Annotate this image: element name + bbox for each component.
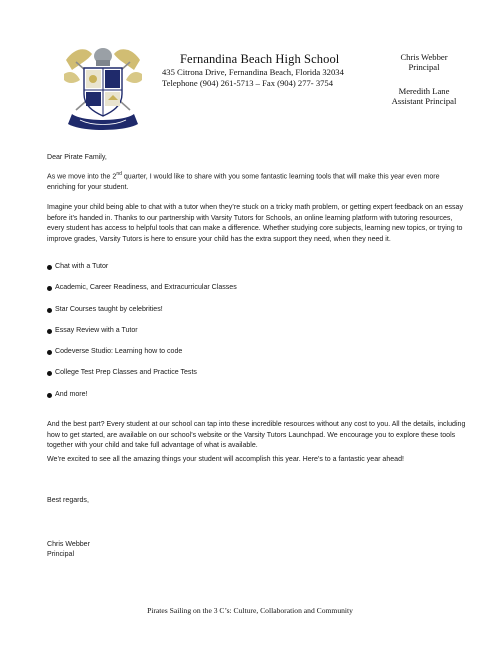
list-item-text: College Test Prep Classes and Practice Tests <box>55 369 197 377</box>
bullet-icon <box>47 308 52 313</box>
list-item <box>47 306 447 327</box>
list-item <box>47 369 447 390</box>
staff-principal <box>369 52 479 72</box>
list-item <box>47 263 447 284</box>
intro-text-end: quarter, I would like to share with you some fantastic learning tools that will make this year even more enriching for your student. <box>47 173 440 191</box>
school-address: 435 Citrona Drive, Fernandina Beach, Florida 32034 <box>162 67 344 77</box>
ordinal-suffix: nd <box>116 171 122 177</box>
staff-name: Chris Webber <box>400 52 448 62</box>
sign-off: Best regards, <box>47 497 89 504</box>
staff-assistant-principal <box>369 86 479 106</box>
closing-paragraph <box>47 455 467 466</box>
salutation: Dear Pirate Family, <box>47 154 107 161</box>
cost-text: And the best part? Every student at our school can tap into these incredible resources without any cost to you. All the details, including how to get started, are available on our school’s website or the Varsity Tutors Launchpad. We encourage you to explore these tools together with your child and take full advantage of what is available. <box>47 421 466 450</box>
intro-text-start: As we move into the 2 <box>47 173 117 181</box>
list-item-text: Academic, Career Readiness, and Extracurricular Classes <box>55 284 237 292</box>
feature-list <box>47 263 447 412</box>
list-item <box>47 348 447 369</box>
signature-name: Chris Webber <box>47 541 90 548</box>
list-item-text: And more! <box>55 390 88 398</box>
bullet-icon <box>47 393 52 398</box>
bullet-icon <box>47 286 52 291</box>
bullet-icon <box>47 350 52 355</box>
list-item <box>47 284 447 305</box>
list-item <box>47 327 447 348</box>
signature-title: Principal <box>47 551 75 558</box>
footer-motto: Pirates Sailing on the 3 C’s: Culture, Collaboration and Community <box>147 606 353 615</box>
staff-name: Meredith Lane <box>398 86 450 96</box>
program-text: Imagine your child being able to chat with a tutor when they’re stuck on a tricky math problem, or getting expert feedback on an essay before it’s handed in. Thanks to our partnership with Varsity Tutors for Schools, an online learning platform with tutoring resources, every student has access to helpful tools that can make a difference. Whether studying core subjects, learning new topics, or trying to improve grades, Varsity Tutors is here to ensure your child has the extra support they need, when they need it. <box>47 204 463 243</box>
list-item-text: Codeverse Studio: Learning how to code <box>55 348 183 356</box>
program-paragraph <box>47 203 467 245</box>
list-item-text: Essay Review with a Tutor <box>55 326 138 334</box>
cost-paragraph <box>47 420 467 452</box>
list-item-text: Star Courses taught by celebrities! <box>55 305 163 313</box>
intro-paragraph <box>47 169 467 194</box>
list-item <box>47 391 447 412</box>
bullet-icon <box>47 371 52 376</box>
closing-text: We’re excited to see all the amazing things your student will accomplish this year. Here’s to a fantastic year ahead! <box>47 456 404 463</box>
bullet-icon <box>47 329 52 334</box>
staff-title: Principal <box>408 62 440 72</box>
school-phone-fax: Telephone (904) 261-5713 – Fax (904) 277- 3754 <box>162 78 334 88</box>
school-crest-logo <box>62 40 144 132</box>
staff-title: Assistant Principal <box>391 96 457 106</box>
school-name: Fernandina Beach High School <box>180 52 340 66</box>
list-item-text: Chat with a Tutor <box>55 263 109 270</box>
bullet-icon <box>47 265 52 270</box>
